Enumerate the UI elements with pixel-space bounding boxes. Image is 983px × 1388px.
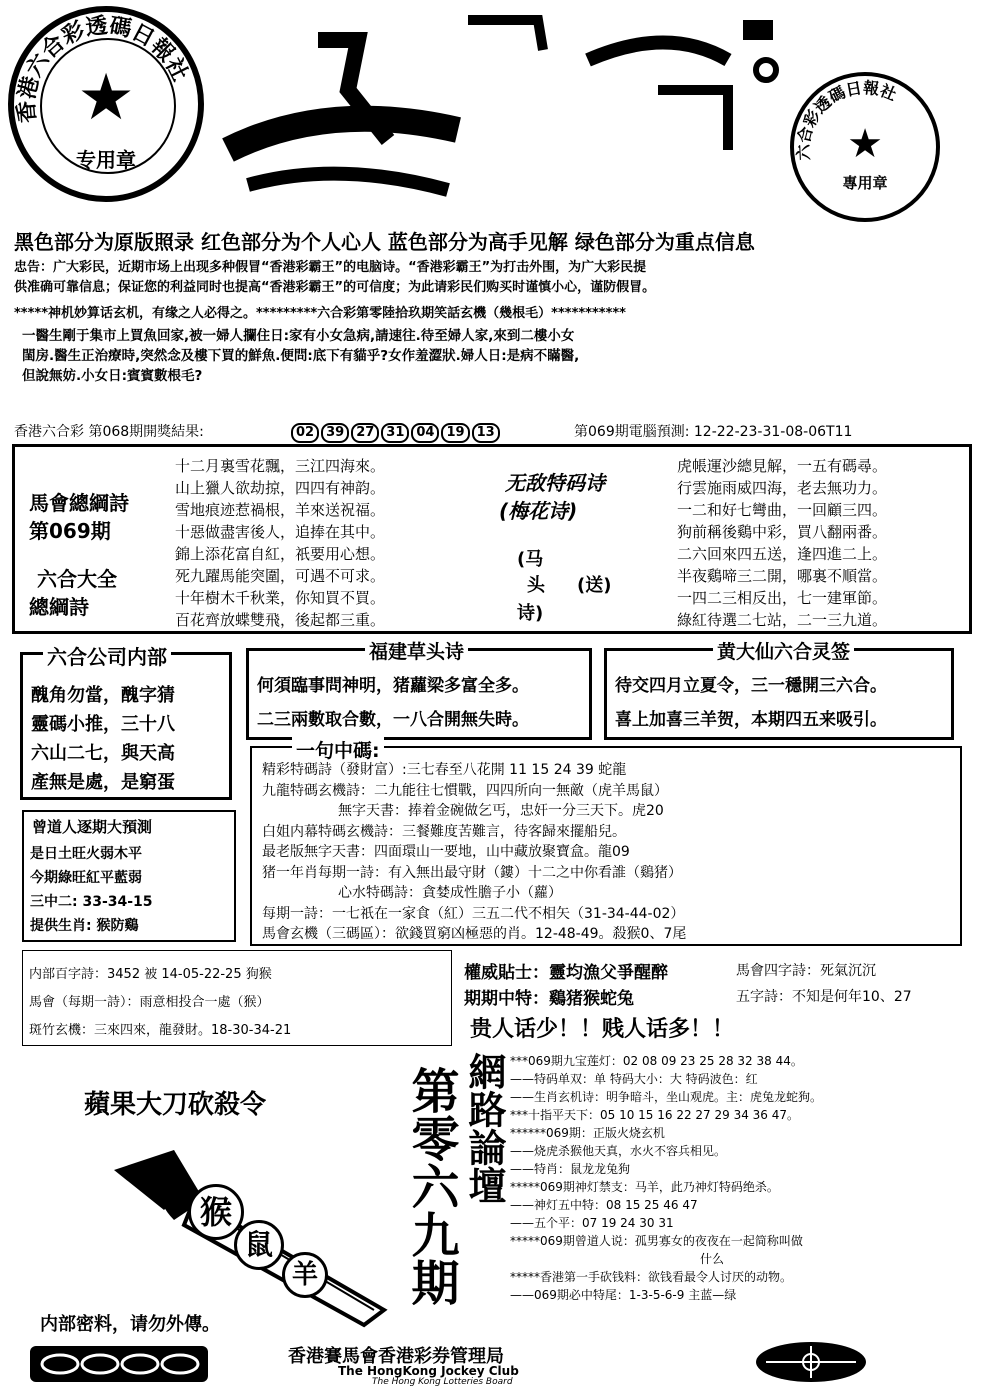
footer-en-1: The HongKong Jockey Club [338, 1364, 519, 1378]
color-legend: 黑色部分为原版照录 红色部分为个人心人 蓝色部分为高手见解 绿色部分为重点信息 [14, 230, 755, 254]
chain-icon [30, 1346, 208, 1382]
inside-lines [31, 681, 175, 797]
result-ball: 04 [411, 423, 439, 443]
yiju-line: 每期一詩：一七祇在一家食（紅）三五二代不相矢（31-34-44-02） [262, 905, 685, 922]
result-ball: 39 [321, 423, 349, 443]
zeng-line: 三中二: 33-34-15 [30, 894, 153, 910]
knife-title: 蘋果大刀砍殺令 [84, 1090, 267, 1120]
knife-char: 猴 [188, 1184, 244, 1240]
quanwei-line-2b: 五字詩：不知是何年10、27 [736, 989, 912, 1005]
inside-line: 醜角勿當，醜字猜 [31, 685, 175, 706]
yiju-line: 無字天書：捧着金碗做乞丐，忠奸一分三天下。虎20 [338, 803, 664, 819]
results-balls [290, 421, 501, 443]
seal-right [790, 72, 940, 222]
huang-line-2: 喜上加喜三羊贺，本期四五来吸引。 [615, 710, 887, 730]
fujian-box [246, 641, 592, 740]
footer-logo-left [30, 1346, 208, 1382]
inside-box [20, 645, 232, 800]
fujian-line-2: 二三兩數取合數，一八合開無失時。 [257, 710, 529, 730]
yiju-line: 最老版無字天書：四面環山一要地，山中藏放聚寶盒。龍09 [262, 844, 630, 860]
lamp-line: 什么 [700, 1252, 725, 1266]
poem-line: 雪地痕迹惹禍根，羊來送祝福。 [175, 501, 386, 519]
poem-left-title-4: 總綱詩 [29, 595, 89, 619]
lamp-line: *****069期曾道人说：孤男寡女的夜夜在一起简称叫做 [510, 1234, 803, 1248]
computer-forecast: 第069期電腦預測: 12-22-23-31-08-06T11 [574, 424, 853, 440]
knife-char: 鼠 [234, 1220, 284, 1270]
inside-title: 六合公司内部 [43, 641, 171, 670]
poem-line: 死九躍馬能突圍，可遇不可求。 [175, 567, 386, 585]
yiju-title: 一句中碼: [292, 736, 384, 763]
poem-line: 虎帳運沙總見解，一五有碼尋。 [677, 457, 888, 475]
mid-poem-4: 诗) [517, 603, 544, 624]
poem-lines-left [175, 455, 385, 631]
results-label: 香港六合彩 第068期開獎結果: [14, 424, 204, 440]
yiju-lines [262, 760, 686, 945]
mid-poem-sub: (梅花诗) [499, 499, 578, 523]
poem-left-title-2: 第069期 [29, 519, 111, 543]
poem-line: 十惡做盡害後人，追捧在其中。 [175, 523, 386, 541]
lamp-line: ***十指平天下：05 10 15 16 22 27 29 34 36 47。 [510, 1108, 800, 1122]
lamp-line: ——神灯五中特：08 15 25 46 47 [510, 1198, 698, 1212]
yiju-line: 九龍特碼玄機詩：二九能往七慣戰，四四所向一無敵（虎羊馬鼠） [262, 782, 668, 799]
joke-line-3: 但說無妨.小女日:賓賓數根毛? [22, 368, 203, 384]
mid-poem-2: 头 [527, 575, 545, 596]
zeng-line: 提供生肖: 猴防鷄 [30, 918, 139, 934]
lamp-lines [510, 1052, 822, 1304]
poem-line: 半夜鷄啼三二開，哪裏不順當。 [677, 567, 888, 585]
poem-left-title-1: 馬會總綱詩 [29, 491, 129, 515]
yiju-line: 精彩特碼詩（發財富）:三七春至八花開 11 15 24 39 蛇龍 [262, 762, 627, 778]
header-brush-logo [208, 10, 788, 210]
inside-line: 靈碼小推，三十八 [31, 714, 175, 735]
zeng-lines [30, 842, 153, 938]
notice-line-1: 忠告：广大彩民，近期市场上出现多种假冒“香港彩霸王”的电脑诗。“香港彩霸王”为打击外围，为广大彩民提 [14, 260, 647, 275]
quanwei-slogan: 贵人话少！！贱人话多！！ [470, 1017, 735, 1042]
yiju-line: 白姐内幕特碼玄機詩：三餐難度苦難言，待客歸來擺船兒。 [262, 823, 626, 840]
poems-box [12, 444, 972, 634]
zeng-box [22, 810, 236, 942]
poem-line: 綠紅待選二七站，二一三九道。 [677, 611, 888, 629]
yiju-line: 猪一年肖每期一詩：有入無出最守財（鏤）十二之中你看誰（鷄猪） [262, 864, 682, 881]
poem-line: 十二月裏雪花飄，三江四海來。 [175, 457, 386, 475]
result-ball: 27 [351, 423, 379, 443]
footer-cn: 香港賽馬會香港彩券管理局 [288, 1346, 504, 1367]
quanwei-line-2: 期期中特：鷄猪猴蛇兔 [464, 989, 634, 1009]
svg-text:香港六合彩透碼日報社: 香港六合彩透碼日報社 [14, 13, 193, 124]
secret-note: 内部密料，请勿外傳。 [40, 1314, 220, 1335]
fujian-line-1: 何須臨事問神明，猪蘿梁多富全多。 [257, 676, 529, 696]
joke-line-1: 一醫生剛于集市上買魚回家,被一婦人攔住日:家有小女急病,請速往.待至婦人家,來到二樓小女 [22, 328, 575, 344]
lamp-line: ***069期九宝莲灯：02 08 09 23 25 28 32 38 44。 [510, 1054, 803, 1068]
mid-poem-3: (送) [577, 575, 612, 596]
mid-poem-1: (马 [517, 549, 544, 570]
poem-line: 行雲施雨威四海，老去無功力。 [677, 479, 888, 497]
star-icon: ★ [847, 121, 883, 167]
mid-poem-title: 无敌特码诗 [505, 471, 605, 495]
poem-line: 一四二三相反出，七一建軍節。 [677, 589, 888, 607]
poem-line: 二六回來四五送，逢四進二上。 [677, 545, 888, 563]
huang-line-1: 待交四月立夏令，三一穩開三六合。 [615, 676, 887, 696]
neibu-line-1: 内部百字詩：3452 被 14-05-22-25 狗猴 [29, 967, 272, 982]
neibu-box [22, 950, 452, 1046]
yiju-line: 心水特碼詩：貪婪成性膽子小（蘿） [338, 885, 562, 901]
footer-logo-right [756, 1342, 866, 1382]
poem-lines-right [677, 455, 887, 631]
quanwei-line-1b: 馬會四字詩：死氣沉沉 [736, 963, 876, 979]
poem-line: 山上獵人欲劫掠，四四有神韵。 [175, 479, 386, 497]
yiju-line: 馬會玄機（三碼區）：欲錢買窮凶極惡的肖。12-48-49。殺猴0、7尾 [262, 926, 687, 942]
lamp-line: ——069期必中特尾：1-3-5-6-9 主蓝—绿 [510, 1288, 737, 1302]
poem-left-title-3: 六合大全 [37, 567, 117, 591]
result-ball: 31 [381, 423, 409, 443]
poem-line: 十年樹木千秋業，你知買不買。 [175, 589, 386, 607]
quanwei-line-1: 權威貼士：靈均漁父爭醒醉 [464, 963, 668, 983]
compass-icon [756, 1342, 866, 1382]
joke-title: *****神机妙算话玄机，有缘之人必得之。*********六合彩第零陸拾玖期笑話玄機（幾根毛）*********** [14, 306, 626, 321]
zeng-title: 曾道人逐期大預測 [32, 818, 153, 836]
fujian-title: 福建草头诗 [365, 637, 468, 664]
lamp-line: *****069期神灯禁支：马羊，此乃神灯特码绝杀。 [510, 1180, 779, 1194]
lamp-line: ——特肖：鼠龙龙兔狗 [510, 1162, 631, 1176]
inside-line: 六山二七，與天高 [31, 743, 175, 764]
seal-left-label: 专用章 [76, 148, 136, 172]
zeng-line: 是日土旺火弱木平 [30, 846, 142, 862]
lamp-line: ——五个平：07 19 24 30 31 [510, 1216, 674, 1230]
inside-line: 產無是處，是窮蛋 [31, 772, 175, 793]
lamp-line: ——特码单双：单 特码大小：大 特码波色：红 [510, 1072, 758, 1086]
notice-line-2: 供准确可靠信息；保证您的利益同时也提高“香港彩霸王”的可信度；为此请彩民们购买时谨慎小心，谨防假冒。 [14, 280, 656, 295]
poem-line: 百花齊放蝶雙飛，後起都三重。 [175, 611, 386, 629]
huang-title: 黄大仙六合灵签 [713, 637, 854, 664]
star-icon: ★ [77, 61, 135, 135]
seal-left [8, 6, 204, 202]
lamp-line: ——生肖玄机诗：明争暗斗，坐山观虎。主：虎兔龙蛇狗。 [510, 1090, 823, 1104]
joke-line-2: 閨房.醫生正治療時,突然念及樓下買的鮮魚.便問:底下有貓乎?女作羞澀狀.婦人日:是病不瞞醫, [22, 348, 580, 364]
issue-banner: 第零六九期 [403, 1066, 459, 1306]
lamp-line: *****香港第一手砍钱料：欲钱看最令人讨厌的动物。 [510, 1270, 793, 1284]
forum-banner: 網路論壇 [462, 1052, 506, 1204]
knife-char: 羊 [282, 1252, 328, 1298]
seal-right-label: 專用章 [842, 174, 888, 192]
neibu-line-2: 馬會（每期一詩）：雨意相投合一處（猴） [29, 995, 270, 1010]
huang-box [604, 641, 954, 740]
neibu-line-3: 斑竹玄機：三來四來，龍發財。18-30-34-21 [29, 1023, 292, 1038]
result-ball: 02 [291, 423, 319, 443]
zeng-line: 今期綠旺紅平藍弱 [30, 870, 142, 886]
poem-line: 錦上添花富自紅，祇要用心想。 [175, 545, 386, 563]
lamp-line: ——烧虎杀猴他天真，水火不容兵相见。 [510, 1144, 727, 1158]
result-ball: 19 [441, 423, 469, 443]
yiju-box [250, 740, 962, 946]
lamp-line: ******069期：正版火烧玄机 [510, 1126, 665, 1140]
result-ball: 13 [472, 423, 500, 443]
footer-en-2: The Hong Kong Lotteries Board [372, 1377, 513, 1387]
poem-line: 一二和好七彎曲，一回顧三四。 [677, 501, 888, 519]
poem-line: 狗前稱後鷄中彩，買八翻兩番。 [677, 523, 888, 541]
svg-text:六合彩透碼日報社: 六合彩透碼日報社 [794, 78, 900, 161]
